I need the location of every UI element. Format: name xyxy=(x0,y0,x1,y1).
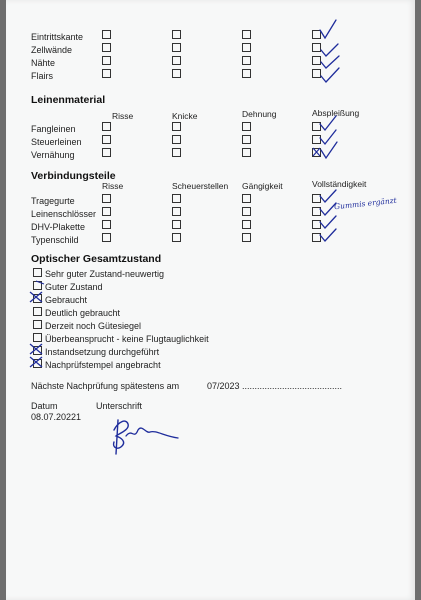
handwritten-cross-marks xyxy=(28,278,58,370)
checkbox[interactable] xyxy=(102,43,111,52)
column-header: Abspleißung xyxy=(312,108,360,118)
checkbox[interactable] xyxy=(172,135,181,144)
row-label-vernaehung: Vernähung xyxy=(31,150,75,160)
row-label-flairs: Flairs xyxy=(31,71,53,81)
checkbox[interactable] xyxy=(242,194,251,203)
section-title-optischer-gesamtzustand: Optischer Gesamtzustand xyxy=(31,253,162,265)
checkbox[interactable] xyxy=(172,30,181,39)
checkbox[interactable] xyxy=(172,148,181,157)
row-label-steuerleinen: Steuerleinen xyxy=(31,137,82,147)
option-label: Gebraucht xyxy=(45,295,88,305)
column-header: Risse xyxy=(102,181,124,191)
option-label: Nachprüfstempel angebracht xyxy=(45,360,161,370)
section-title-leinenmaterial: Leinenmaterial xyxy=(31,94,106,106)
datum-label: Datum xyxy=(31,401,58,411)
checkbox[interactable] xyxy=(102,69,111,78)
option-label: Instandsetzung durchgeführt xyxy=(45,347,160,357)
row-label-tragegurte: Tragegurte xyxy=(31,196,75,206)
option-label: Guter Zustand xyxy=(45,282,103,292)
checkbox[interactable] xyxy=(102,148,111,157)
checkbox[interactable] xyxy=(102,135,111,144)
checkbox[interactable] xyxy=(102,233,111,242)
checkbox[interactable] xyxy=(33,268,42,277)
checkbox[interactable] xyxy=(242,69,251,78)
checkbox[interactable] xyxy=(172,207,181,216)
section-title-verbindungsteile: Verbindungsteile xyxy=(31,170,116,182)
row-label-dhv-plakette: DHV-Plakette xyxy=(31,222,86,232)
option-label: Sehr guter Zustand-neuwertig xyxy=(45,269,165,279)
checkbox[interactable] xyxy=(242,56,251,65)
row-label-zellwaende: Zellwände xyxy=(31,45,73,55)
checkbox[interactable] xyxy=(242,30,251,39)
checkbox[interactable] xyxy=(242,148,251,157)
checkbox[interactable] xyxy=(242,135,251,144)
next-check-value: 07/2023 ........................................ xyxy=(207,381,343,391)
option-label: Derzeit noch Gütesiegel xyxy=(45,321,142,331)
checkbox[interactable] xyxy=(242,233,251,242)
handwritten-signature xyxy=(104,400,184,458)
handwritten-note: Gummis ergänzt xyxy=(333,195,398,212)
checkbox[interactable] xyxy=(102,220,111,229)
inspection-sheet xyxy=(6,0,415,600)
checkbox[interactable] xyxy=(102,194,111,203)
handwritten-check-marks xyxy=(318,18,348,86)
checkbox[interactable] xyxy=(102,122,111,131)
handwritten-check-marks xyxy=(312,114,342,162)
column-header: Gängigkeit xyxy=(242,181,283,191)
column-header: Risse xyxy=(112,111,134,121)
checkbox[interactable] xyxy=(242,43,251,52)
row-label-typenschild: Typenschild xyxy=(31,235,79,245)
checkbox[interactable] xyxy=(172,122,181,131)
column-header: Knicke xyxy=(172,111,198,121)
column-header: Vollständigkeit xyxy=(312,179,367,189)
option-label: Überbeansprucht - keine Flugtauglichkeit xyxy=(45,334,209,344)
column-header: Dehnung xyxy=(242,109,277,119)
checkbox[interactable] xyxy=(172,194,181,203)
checkbox[interactable] xyxy=(172,220,181,229)
handwritten-check-marks xyxy=(312,186,342,242)
checkbox[interactable] xyxy=(172,56,181,65)
option-label: Deutlich gebraucht xyxy=(45,308,121,318)
unterschrift-label: Unterschrift xyxy=(96,401,143,411)
checkbox[interactable] xyxy=(172,43,181,52)
next-check-label: Nächste Nachprüfung spätestens am xyxy=(31,381,180,391)
checkbox[interactable] xyxy=(102,56,111,65)
checkbox[interactable] xyxy=(242,122,251,131)
column-header: Scheuerstellen xyxy=(172,181,229,191)
row-label-leinenschloesser: Leinenschlösser xyxy=(31,209,97,219)
row-label-eintrittskante: Eintrittskante xyxy=(31,32,84,42)
checkbox[interactable] xyxy=(172,69,181,78)
checkbox[interactable] xyxy=(242,220,251,229)
datum-value: 08.07.20221 xyxy=(31,412,82,422)
row-label-fangleinen: Fangleinen xyxy=(31,124,76,134)
checkbox[interactable] xyxy=(102,207,111,216)
checkbox[interactable] xyxy=(242,207,251,216)
checkbox[interactable] xyxy=(102,30,111,39)
row-label-naehte: Nähte xyxy=(31,58,56,68)
checkbox[interactable] xyxy=(172,233,181,242)
